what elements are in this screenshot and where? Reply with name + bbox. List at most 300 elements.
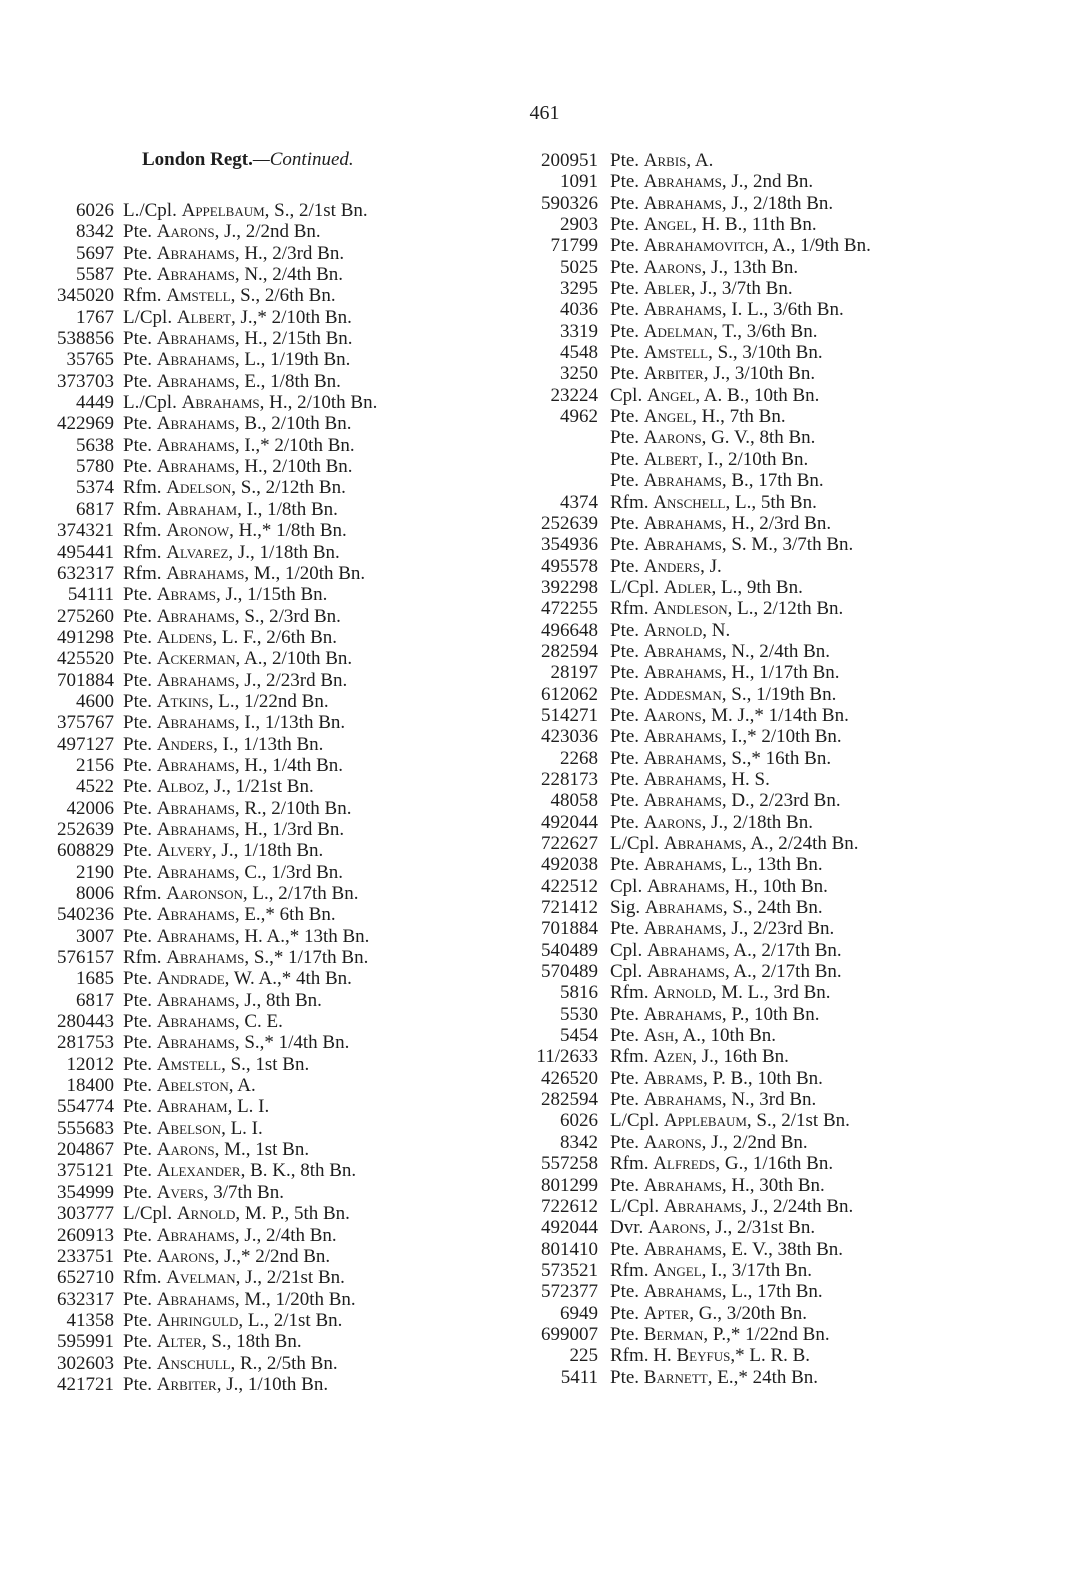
service-number: 423036 <box>541 726 598 748</box>
rank: Pte. <box>123 328 153 350</box>
roll-entry <box>30 1246 377 1267</box>
surname: Appelbaum <box>181 200 265 221</box>
service-number: 8342 <box>76 221 114 243</box>
roll-entry <box>30 221 377 242</box>
roll-entry <box>520 513 871 534</box>
rank: Rfm. <box>123 285 162 307</box>
roll-entry <box>30 904 377 925</box>
soldier-entry <box>610 897 823 918</box>
surname: Abrahams <box>156 605 235 627</box>
roll-entry <box>520 257 871 278</box>
surname: Abrahams <box>643 1238 722 1260</box>
rank: Pte. <box>610 811 640 833</box>
soldier-entry <box>123 307 352 328</box>
surname: Ash <box>643 1025 675 1047</box>
rank: Pte. <box>610 726 640 748</box>
surname: Abrahams <box>156 1288 235 1310</box>
rank: Pte. <box>123 349 153 371</box>
rank: Cpl. <box>610 875 643 897</box>
rank: Pte. <box>123 925 153 947</box>
roll-entry <box>30 947 377 968</box>
surname: Berman <box>643 1323 704 1345</box>
entry-details: , R., 2/10th Bn. <box>234 797 352 819</box>
roll-entry <box>30 670 377 691</box>
surname: Abrahams <box>643 470 722 492</box>
surname: Anders <box>156 733 214 755</box>
service-number: 5411 <box>560 1366 598 1388</box>
rank: Pte. <box>610 683 640 705</box>
service-number: 303777 <box>57 1203 114 1225</box>
surname: Abrahams <box>643 1174 722 1196</box>
service-number: 495578 <box>541 555 598 577</box>
roll-entry <box>30 862 377 883</box>
entry-details: , P.,* 1/22nd Bn. <box>703 1323 830 1345</box>
rank: Pte. <box>610 1323 640 1345</box>
surname: Addesman <box>643 683 722 705</box>
soldier-entry <box>610 1089 816 1110</box>
service-number: 6026 <box>560 1110 598 1132</box>
entry-details: , G. V., 8th Bn. <box>701 427 816 449</box>
roll-entry <box>30 520 377 541</box>
rank: Pte. <box>123 1117 153 1139</box>
surname: Avers <box>156 1181 204 1203</box>
roll-entry <box>520 876 871 897</box>
surname: Azen <box>653 1046 693 1068</box>
soldier-entry <box>610 534 853 555</box>
entry-details: , P., 10th Bn. <box>721 1003 820 1025</box>
rank: Pte. <box>610 235 640 257</box>
rank: Pte. <box>123 221 153 243</box>
soldier-entry <box>123 648 352 669</box>
service-number: 557258 <box>541 1153 598 1175</box>
surname: Abrahams <box>643 640 722 662</box>
rank: Pte. <box>610 427 640 449</box>
rank: Rfm. <box>610 1345 649 1367</box>
rank: Pte. <box>610 171 640 193</box>
rank: Rfm. <box>123 520 162 542</box>
roll-entry <box>520 492 871 513</box>
rank: Rfm. <box>123 947 162 969</box>
service-number: 252639 <box>57 818 114 840</box>
service-number: 11/2633 <box>536 1046 598 1068</box>
right-column <box>520 150 871 1388</box>
service-number: 701884 <box>57 669 114 691</box>
rank: Pte. <box>610 512 640 534</box>
roll-entry <box>520 940 871 961</box>
service-number: 540236 <box>57 904 114 926</box>
roll-entry <box>30 1075 377 1096</box>
entry-details: , L., 9th Bn. <box>711 576 803 598</box>
soldier-entry <box>123 883 358 904</box>
soldier-entry <box>123 1246 330 1267</box>
entry-details: , J., 8th Bn. <box>234 989 322 1011</box>
roll-entry <box>520 684 871 705</box>
surname: Abrahams <box>156 754 235 776</box>
soldier-entry <box>123 904 336 925</box>
service-number: 570489 <box>541 961 598 983</box>
surname: Abrahams <box>156 712 235 734</box>
entry-details: , S.,* 1/4th Bn. <box>234 1032 350 1054</box>
soldier-entry <box>123 819 344 840</box>
service-number: 1767 <box>76 306 114 328</box>
soldier-entry <box>610 812 813 833</box>
roll-entry <box>520 556 871 577</box>
entry-details: , A. <box>686 150 714 171</box>
entry-details: , J., 2/21st Bn. <box>235 1267 345 1289</box>
service-number: 491298 <box>57 626 114 648</box>
right-roll-list <box>520 150 871 1388</box>
service-number: 35765 <box>66 349 114 371</box>
service-number: 225 <box>569 1345 598 1367</box>
service-number <box>520 427 610 448</box>
roll-entry <box>30 1139 377 1160</box>
surname: Abrahams <box>156 413 235 435</box>
soldier-entry <box>610 577 803 598</box>
surname: Abraham <box>166 498 238 520</box>
regiment-title: London Regt. <box>142 149 253 170</box>
soldier-entry <box>610 854 823 875</box>
roll-entry <box>520 1303 871 1324</box>
rank: Pte. <box>610 1238 640 1260</box>
roll-entry <box>520 769 871 790</box>
service-number: 425520 <box>57 648 114 670</box>
service-number: 576157 <box>57 947 114 969</box>
soldier-entry <box>123 371 341 392</box>
entry-details: , D., 2/23rd Bn. <box>721 790 841 812</box>
entry-details: , L., 1/22nd Bn. <box>208 690 329 712</box>
surname: Anschell <box>653 491 726 513</box>
rank: Pte. <box>610 555 640 577</box>
rank: L/Cpl. <box>610 1110 660 1132</box>
rank: Pte. <box>123 840 153 862</box>
surname: Abrahams <box>156 861 235 883</box>
rank: Pte. <box>123 1181 153 1203</box>
soldier-entry <box>610 726 842 747</box>
soldier-entry <box>123 990 322 1011</box>
rank: L/Cpl. <box>123 1203 173 1225</box>
roll-entry <box>30 798 377 819</box>
soldier-entry <box>610 278 793 299</box>
rank: Pte. <box>123 456 153 478</box>
service-number: 42006 <box>66 797 114 819</box>
surname: Applebaum <box>663 1110 747 1132</box>
surname: Abrahams <box>156 456 235 478</box>
service-number: 421721 <box>57 1373 114 1395</box>
entry-details: , W. A.,* 4th Bn. <box>224 968 352 990</box>
rank: Pte. <box>610 619 640 641</box>
surname: Barnett <box>643 1366 708 1388</box>
surname: Abrahams <box>156 1224 235 1246</box>
rank: Pte. <box>610 747 640 769</box>
roll-entry <box>520 427 871 448</box>
rank: Pte. <box>610 470 640 492</box>
surname: Abrahams <box>643 512 722 534</box>
surname: Abrams <box>156 584 217 606</box>
surname: Alvery <box>156 840 212 862</box>
soldier-entry <box>123 456 353 477</box>
surname: Abrahams <box>643 171 722 193</box>
section-heading <box>30 150 377 170</box>
entry-details: , M. L., 3rd Bn. <box>711 982 831 1004</box>
surname: Abrahams <box>643 299 722 321</box>
entry-details: , J., 2/23rd Bn. <box>234 669 348 691</box>
surname: Arnold <box>643 619 703 641</box>
entry-details: , I., 1/8th Bn. <box>237 498 338 520</box>
entry-details: , M. P., 5th Bn. <box>235 1203 350 1225</box>
service-number: 573521 <box>541 1259 598 1281</box>
rank: Pte. <box>123 989 153 1011</box>
roll-entry <box>30 648 377 669</box>
service-number: 722612 <box>541 1195 598 1217</box>
soldier-entry <box>610 918 834 939</box>
roll-entry <box>520 854 871 875</box>
surname: Abrahams <box>156 989 235 1011</box>
soldier-entry <box>123 243 344 264</box>
rank: Pte. <box>610 1174 640 1196</box>
roll-entry <box>30 349 377 370</box>
soldier-entry <box>123 734 323 755</box>
entry-details: , I. L., 3/6th Bn. <box>721 299 844 321</box>
service-number: 5374 <box>76 477 114 499</box>
entry-details: , J., 1/18th Bn. <box>228 541 340 563</box>
surname: Anschull <box>156 1352 231 1374</box>
continued-label: —Continued. <box>252 149 354 170</box>
rank: Dvr. <box>610 1217 644 1239</box>
rank: Rfm. <box>123 1267 162 1289</box>
roll-entry <box>30 1011 377 1032</box>
roll-entry <box>520 406 871 427</box>
soldier-entry <box>610 748 831 769</box>
service-number: 28197 <box>550 662 598 684</box>
soldier-entry <box>610 790 841 811</box>
roll-entry <box>30 1289 377 1310</box>
rank: L/Cpl. <box>610 833 660 854</box>
entry-details: , J., 2nd Bn. <box>721 171 814 193</box>
entry-details: , H. A.,* 13th Bn. <box>234 925 370 947</box>
service-number: 12012 <box>66 1053 114 1075</box>
roll-entry <box>30 264 377 285</box>
surname: Avelman <box>166 1267 236 1289</box>
soldier-entry <box>123 1182 284 1203</box>
rank: Pte. <box>610 192 640 214</box>
service-number: 554774 <box>57 1096 114 1118</box>
surname: Albert <box>643 448 698 470</box>
soldier-entry <box>123 968 352 989</box>
roll-entry <box>30 990 377 1011</box>
service-number: 252639 <box>541 512 598 534</box>
roll-entry <box>520 449 871 470</box>
rank: Pte. <box>123 648 153 670</box>
roll-entry <box>520 534 871 555</box>
service-number: 5454 <box>560 1025 598 1047</box>
roll-entry <box>30 328 377 349</box>
service-number: 540489 <box>541 939 598 961</box>
roll-entry <box>520 1004 871 1025</box>
surname: Abrahams <box>156 818 235 840</box>
soldier-entry <box>610 641 830 662</box>
soldier-entry <box>123 435 355 456</box>
roll-entry <box>30 776 377 797</box>
roll-entry <box>520 150 871 171</box>
soldier-entry <box>123 584 327 605</box>
rank: Pte. <box>610 1131 640 1153</box>
rank: Pte. <box>610 704 640 726</box>
surname: Abrahams <box>156 434 235 456</box>
rank: Rfm. <box>610 1153 649 1175</box>
soldier-entry <box>610 769 770 790</box>
entry-details: , S., 2/12th Bn. <box>231 477 346 499</box>
rank: Rfm. <box>610 1259 649 1281</box>
entry-details: , L. I. <box>221 1117 263 1139</box>
service-number: 275260 <box>57 605 114 627</box>
roll-entry <box>520 620 871 641</box>
service-number: 496648 <box>541 619 598 641</box>
rank: Pte. <box>123 690 153 712</box>
roll-entry <box>520 662 871 683</box>
soldier-entry <box>123 1225 337 1246</box>
surname: Alvarez <box>166 541 229 563</box>
roll-entry <box>520 748 871 769</box>
roll-entry <box>520 363 871 384</box>
soldier-entry <box>123 1331 302 1352</box>
roll-entry <box>520 1196 871 1217</box>
entry-details: , S. M., 3/7th Bn. <box>721 534 854 556</box>
surname: Abraham <box>156 1096 228 1118</box>
rank: Pte. <box>123 1331 153 1353</box>
roll-entry <box>30 1225 377 1246</box>
soldier-entry <box>123 691 329 712</box>
rank: L./Cpl. <box>123 200 177 221</box>
service-number: 8006 <box>76 883 114 904</box>
entry-details: , T., 3/6th Bn. <box>713 320 818 342</box>
roll-entry <box>520 1324 871 1345</box>
service-number: 492044 <box>541 1217 598 1239</box>
service-number: 48058 <box>550 790 598 812</box>
service-number: 652710 <box>57 1267 114 1289</box>
soldier-entry <box>610 833 859 854</box>
roll-entry <box>520 385 871 406</box>
surname: Andrade <box>156 968 225 990</box>
surname: Arbiter <box>643 363 704 385</box>
roll-entry <box>520 1025 871 1046</box>
soldier-entry <box>610 427 815 448</box>
entry-details: , J.,* 2/2nd Bn. <box>214 1245 331 1267</box>
surname: Arnold <box>176 1203 236 1225</box>
roll-entry <box>30 840 377 861</box>
entry-details: , S., 2/1st Bn. <box>264 200 368 221</box>
roll-entry <box>30 968 377 989</box>
surname: Abelson <box>156 1117 222 1139</box>
surname: Ackerman <box>156 648 236 670</box>
soldier-entry <box>610 1345 810 1366</box>
entry-details: , J. <box>700 555 722 577</box>
surname: Abrahams <box>181 392 260 414</box>
surname: Abrahams <box>156 1011 235 1033</box>
surname: Abrahams <box>643 918 722 940</box>
service-number: 492044 <box>541 811 598 833</box>
service-number: 4522 <box>76 776 114 798</box>
service-number: 801410 <box>541 1238 598 1260</box>
entry-details: , J., 2/2nd Bn. <box>214 221 321 243</box>
rank: Pte. <box>610 406 640 428</box>
rank: L/Cpl. <box>123 306 173 328</box>
entry-details: , J., 3/10th Bn. <box>703 363 816 385</box>
rank: Pte. <box>610 448 640 470</box>
surname: Aarons <box>643 427 702 449</box>
service-number <box>520 449 610 470</box>
service-number: 3007 <box>76 925 114 947</box>
surname: Abrahams <box>643 192 722 214</box>
service-number: 260913 <box>57 1224 114 1246</box>
entry-details: , J., 1/21st Bn. <box>204 776 314 798</box>
roll-entry <box>520 1175 871 1196</box>
rank: Cpl. <box>610 961 643 983</box>
surname: Aarons <box>643 811 702 833</box>
service-number: 4548 <box>560 342 598 364</box>
soldier-entry <box>610 684 836 705</box>
roll-entry <box>30 691 377 712</box>
roll-entry <box>520 1260 871 1281</box>
service-number: 282594 <box>541 1089 598 1111</box>
entry-details: , L. I. <box>227 1096 270 1118</box>
surname: Abrahams <box>156 264 235 286</box>
service-number: 354936 <box>541 534 598 556</box>
surname: Abrahams <box>156 797 235 819</box>
soldier-entry <box>610 1367 818 1388</box>
service-number: 4600 <box>76 690 114 712</box>
soldier-entry <box>610 982 831 1003</box>
surname: Adler <box>663 576 712 598</box>
roll-entry <box>520 1132 871 1153</box>
soldier-entry <box>610 214 817 235</box>
service-number: 41358 <box>66 1309 114 1331</box>
soldier-entry <box>123 413 351 434</box>
entry-details: , C., 1/3rd Bn. <box>234 861 344 883</box>
roll-entry <box>30 1096 377 1117</box>
service-number: 6817 <box>76 989 114 1011</box>
surname: Abrahams <box>663 833 742 854</box>
surname: Abrahams <box>643 790 722 812</box>
soldier-entry <box>123 392 377 413</box>
soldier-entry <box>123 862 343 883</box>
entry-details: , N., 2/4th Bn. <box>721 640 831 662</box>
entry-details: , I.,* 2/10th Bn. <box>234 434 355 456</box>
soldier-entry <box>123 264 343 285</box>
roll-entry <box>520 577 871 598</box>
rank: Pte. <box>610 1281 640 1303</box>
entry-details: , S.,* 1/17th Bn. <box>244 947 369 969</box>
service-number: 514271 <box>541 704 598 726</box>
service-number: 495441 <box>57 541 114 563</box>
entry-details: , M., 1/20th Bn. <box>234 1288 356 1310</box>
soldier-entry <box>123 1289 356 1310</box>
page-number: 461 <box>529 102 560 124</box>
rank: Pte. <box>123 1160 153 1182</box>
surname: Abrahams <box>156 669 235 691</box>
soldier-entry <box>610 385 819 406</box>
rank: L/Cpl. <box>610 1195 660 1217</box>
service-number: 4449 <box>76 392 114 414</box>
soldier-entry <box>123 947 368 968</box>
rank: Pte. <box>123 1373 153 1395</box>
roll-entry <box>30 606 377 627</box>
entry-details: , J., 13th Bn. <box>701 256 799 278</box>
roll-entry <box>30 1353 377 1374</box>
service-number: 8342 <box>560 1131 598 1153</box>
surname: Albert <box>176 306 231 328</box>
roll-entry <box>30 563 377 584</box>
rank: Pte. <box>123 861 153 883</box>
